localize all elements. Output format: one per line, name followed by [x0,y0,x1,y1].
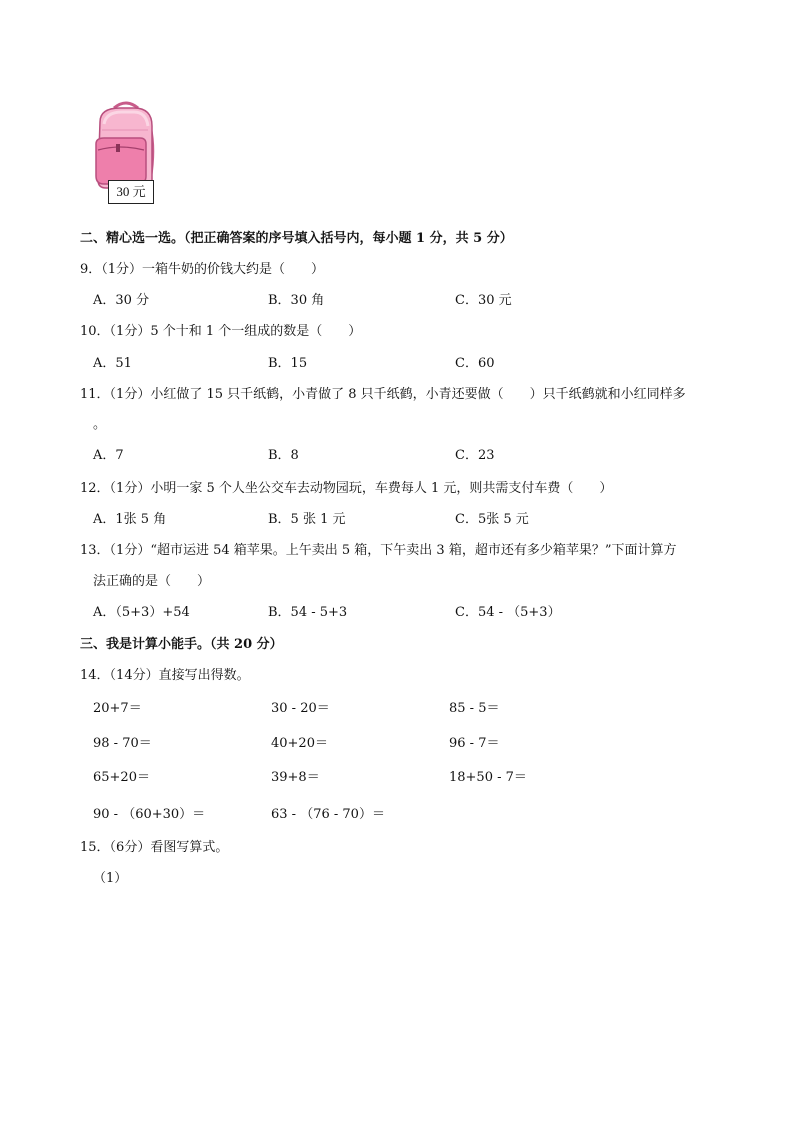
calc-item: 90 - （60+30）＝ [93,807,206,822]
question-12: 12．（1分）小明一家 5 个人坐公交车去动物园玩，车费每人 1 元，则共需支付车费（ ） [80,481,613,496]
question-15: 15．（6分）看图写算式。 [80,840,229,855]
question-11: 11．（1分）小红做了 15 只千纸鹤，小青做了 8 只千纸鹤，小青还要做（ ）只千纸鹤就和小红同样多 [80,387,686,402]
calc-item: 40+20＝ [271,736,328,751]
calc-item: 65+20＝ [93,770,150,785]
question-11-option-c: C．23 [455,448,495,463]
question-9-option-b: B．30 角 [268,293,325,308]
question-12-option-a: A．1张 5 角 [93,512,167,527]
question-10-option-c: C．60 [455,356,495,371]
question-9: 9．（1分）一箱牛奶的价钱大约是（ ） [80,262,325,277]
question-10-option-a: A．51 [93,356,132,371]
calc-item: 30 - 20＝ [271,701,330,716]
calc-item: 96 - 7＝ [449,736,500,751]
question-11-option-a: A．7 [93,448,124,463]
question-9-option-c: C．30 元 [455,293,512,308]
question-10: 10．（1分）5 个十和 1 个一组成的数是（ ） [80,324,362,339]
calc-item: 39+8＝ [271,770,320,785]
question-15-subpart: （1） [93,871,128,886]
question-12-option-c: C．5张 5 元 [455,512,529,527]
question-13-option-b: B．54 - 5+3 [268,605,348,620]
calc-item: 63 - （76 - 70）＝ [271,807,385,822]
question-13-continuation: 法正确的是（ ） [93,574,211,589]
question-10-option-b: B．15 [268,356,308,371]
question-13-option-a: A．（5+3）+54 [93,605,190,620]
calc-item: 85 - 5＝ [449,701,500,716]
question-12-option-b: B．5 张 1 元 [268,512,346,527]
calc-item: 20+7＝ [93,701,142,716]
question-11-option-b: B．8 [268,448,299,463]
section-3-heading: 三、我是计算小能手。（共 20 分） [80,637,283,652]
question-9-option-a: A．30 分 [93,293,150,308]
calc-item: 98 - 70＝ [93,736,152,751]
section-2-heading: 二、精心选一选。（把正确答案的序号填入括号内，每小题 1 分，共 5 分） [80,231,513,246]
question-14: 14．（14分）直接写出得数。 [80,668,250,683]
price-tag: 30 元 [108,180,154,204]
question-13: 13．（1分）“超市运进 54 箱苹果。上午卖出 5 箱，下午卖出 3 箱，超市还有多少箱苹果？”下面计算方 [80,543,677,558]
question-13-option-c: C．54 - （5+3） [455,605,561,620]
question-11-continuation: 。 [93,417,107,432]
calc-item: 18+50 - 7＝ [449,770,527,785]
